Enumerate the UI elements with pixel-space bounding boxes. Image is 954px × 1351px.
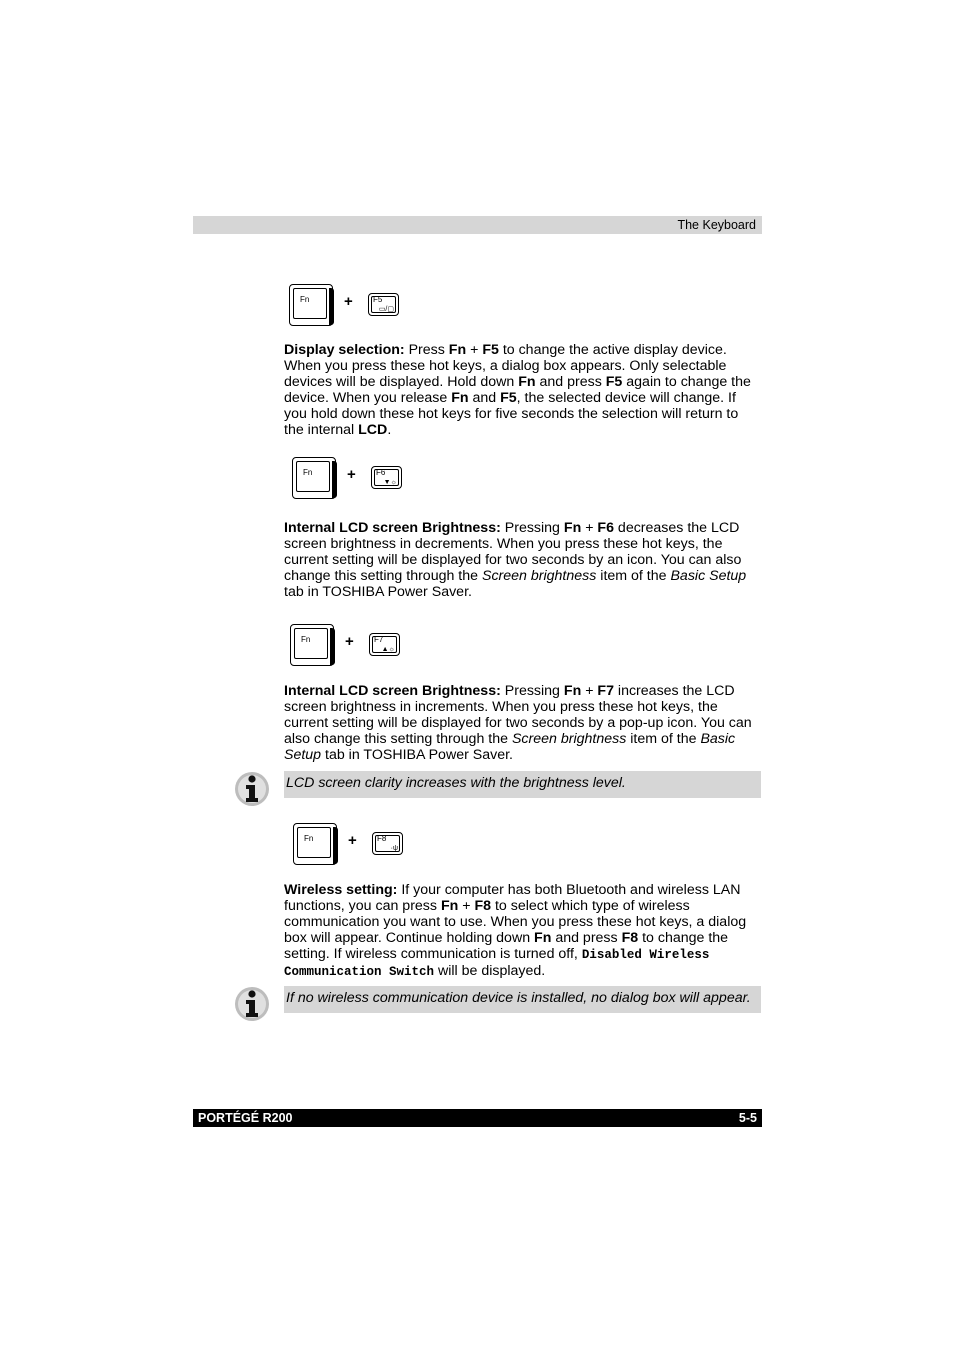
note-brightness: LCD screen clarity increases with the brightness level. [284, 771, 761, 798]
header-title: The Keyboard [677, 218, 756, 232]
wireless-setting-paragraph: Wireless setting: If your computer has both Bluetooth and wireless LAN functions, you can press Fn + F8 to select which type of wireless communication you want to use. When you press these hot keys, a dialog box will appear. Continue holding down Fn and press F8 to change the setting. If wireless communication is turned off, Disabled Wireless Communication Switch will be displayed. [284, 882, 747, 979]
info-icon [234, 771, 270, 807]
info-icon [234, 986, 270, 1022]
hotkey-fn-f6 [292, 457, 422, 501]
footer-product: PORTÉGÉ R200 [198, 1111, 293, 1125]
plus-sign: + [347, 466, 356, 483]
hotkey-fn-f8 [293, 823, 423, 867]
wireless-icon: ·ψ [390, 845, 398, 852]
plus-sign: + [348, 832, 357, 849]
brightness-up-paragraph: Internal LCD screen Brightness: Pressing Fn + F7 increases the LCD screen brightness in increments. When you press these hot keys, the current setting will be displayed for two seconds by a pop-up icon. You can also change this setting through the Screen brightness item of the Basic Setup tab in TOSHIBA Power Saver. [284, 683, 752, 763]
display-icon: ▭/▢ [378, 306, 394, 313]
footer-bar [193, 1109, 762, 1127]
brightness-down-icon: ▼☼ [383, 479, 397, 486]
plus-sign: + [344, 293, 353, 310]
note-wireless: If no wireless communication device is installed, no dialog box will appear. [284, 986, 761, 1013]
footer-page-number: 5-5 [738, 1111, 757, 1125]
f8-key-icon: F8 ·ψ [372, 832, 403, 855]
hotkey-fn-f5 [289, 284, 419, 328]
fn-key-icon: Fn [290, 624, 334, 666]
f5-key-icon: F5 ▭/▢ [368, 293, 399, 316]
header-bar [193, 216, 762, 234]
brightness-down-paragraph: Internal LCD screen Brightness: Pressing Fn + F6 decreases the LCD screen brightness in decrements. When you press these hot keys, the current setting will be displayed for two seconds by an icon. You can also change this setting through the Screen brightness item of the Basic Setup tab in TOSHIBA Power Saver. [284, 520, 747, 600]
plus-sign: + [345, 633, 354, 650]
f7-key-icon: F7 ▲☼ [369, 633, 400, 656]
hotkey-fn-f7 [290, 624, 420, 668]
fn-key-icon: Fn [289, 284, 333, 326]
fn-key-icon: Fn [292, 457, 336, 499]
brightness-up-icon: ▲☼ [381, 646, 395, 653]
fn-key-icon: Fn [293, 823, 337, 865]
display-selection-paragraph: Display selection: Press Fn + F5 to change the active display device. When you press these hot keys, a dialog box appears. Only selectable devices will be displayed. Hold down Fn and press F5 again to change the device. When you release Fn and F5, the selected device will change. If you hold down these hot keys for five seconds the selection will return to the internal LCD. [284, 342, 751, 438]
f6-key-icon: F6 ▼☼ [371, 466, 402, 489]
